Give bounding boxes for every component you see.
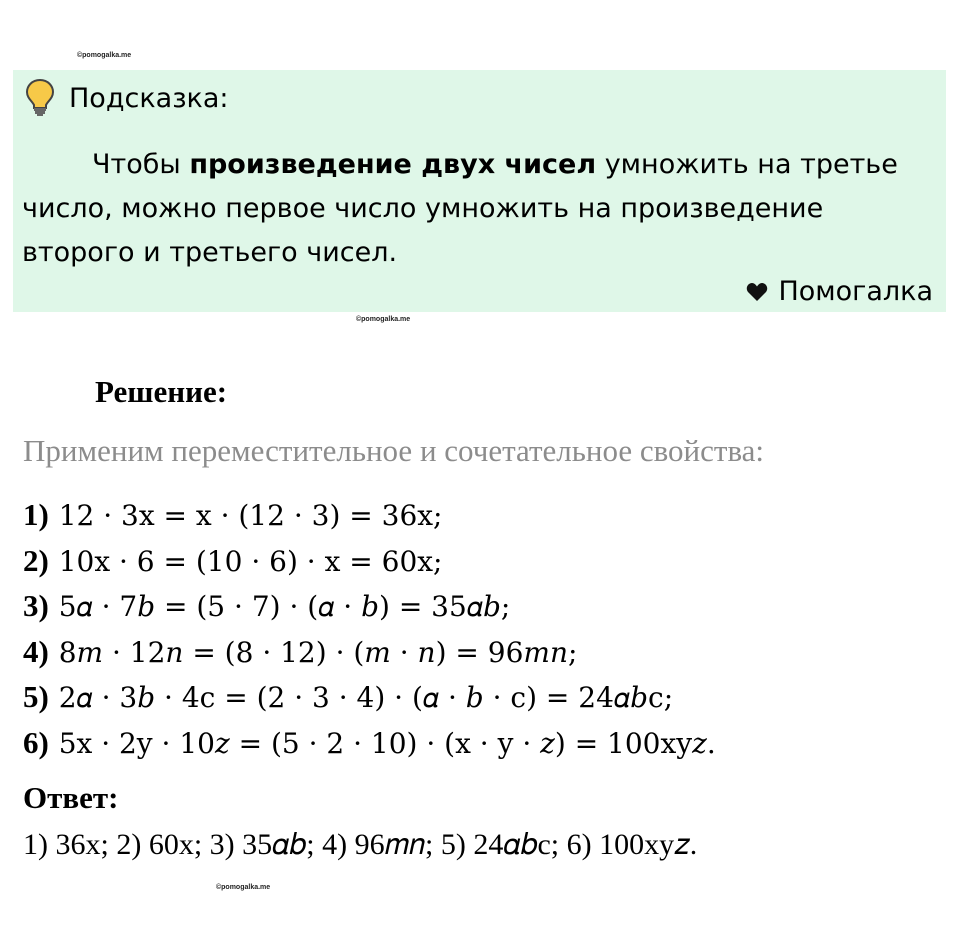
- hint-text: Чтобы произведение двух чисел умножить на третье число, можно первое число умножить на произведение второго и третьего чисел.: [22, 149, 898, 268]
- solution-intro: Применим переместительное и сочетательное свойства:: [23, 433, 765, 468]
- step-expression: 12 · 3x = x · (12 · 3) = 36x;: [58, 499, 443, 532]
- answer-title: Ответ:: [23, 780, 119, 815]
- step-2: 2) 10x · 6 = (10 · 6) · x = 60x;: [23, 542, 443, 578]
- watermark: ©pomogalka.me: [356, 316, 411, 323]
- hint-text-bold: произведение двух чисел: [189, 149, 597, 180]
- step-6: 6) 5x · 2y · 10𝑧 = (5 · 2 · 10) · (x · y · 𝑧) = 100xy𝑧.: [23, 724, 716, 760]
- step-expression: 5𝛼 · 7𝑏 = (5 · 7) · (𝛼 · 𝑏) = 35𝛼𝑏;: [58, 590, 511, 624]
- signature: [746, 275, 933, 309]
- answer-text: 1) 36x; 2) 60x; 3) 35𝛼𝑏; 4) 96𝑚𝑛; 5) 24𝛼𝑏c; 6) 100xy𝑧.: [23, 828, 698, 861]
- watermark: ©pomogalka.me: [77, 52, 132, 59]
- signature-text: Помогалка: [778, 276, 933, 307]
- step-expression: 8𝑚 · 12𝑛 = (8 · 12) · (𝑚 · 𝑛) = 96𝑚𝑛;: [58, 635, 578, 669]
- step-expression: 5x · 2y · 10𝑧 = (5 · 2 · 10) · (x · y · 𝑧) = 100xy𝑧.: [58, 726, 716, 760]
- hint-box: [13, 70, 946, 312]
- lightbulb-icon: [25, 78, 55, 118]
- solution-steps: [23, 493, 716, 767]
- step-1: 1) 12 · 3x = x · (12 · 3) = 36x;: [23, 497, 443, 532]
- heart-icon: [746, 282, 768, 302]
- watermark: ©pomogalka.me: [216, 884, 271, 891]
- step-5: 5) 2𝛼 · 3𝑏 · 4c = (2 · 3 · 4) · (𝛼 · 𝑏 · c) = 24𝛼𝑏c;: [23, 679, 674, 715]
- step-3: 3) 5𝛼 · 7𝑏 = (5 · 7) · (𝛼 · 𝑏) = 35𝛼𝑏;: [23, 588, 511, 624]
- step-expression: 2𝛼 · 3𝑏 · 4c = (2 · 3 · 4) · (𝛼 · 𝑏 · c) = 24𝛼𝑏c;: [58, 681, 674, 715]
- step-4: 4) 8𝑚 · 12𝑛 = (8 · 12) · (𝑚 · 𝑛) = 96𝑚𝑛;: [23, 633, 578, 669]
- step-expression: 10x · 6 = (10 · 6) · x = 60x;: [58, 544, 443, 578]
- hint-title: Подсказка:: [69, 83, 229, 114]
- solution-title: Решение:: [95, 374, 228, 409]
